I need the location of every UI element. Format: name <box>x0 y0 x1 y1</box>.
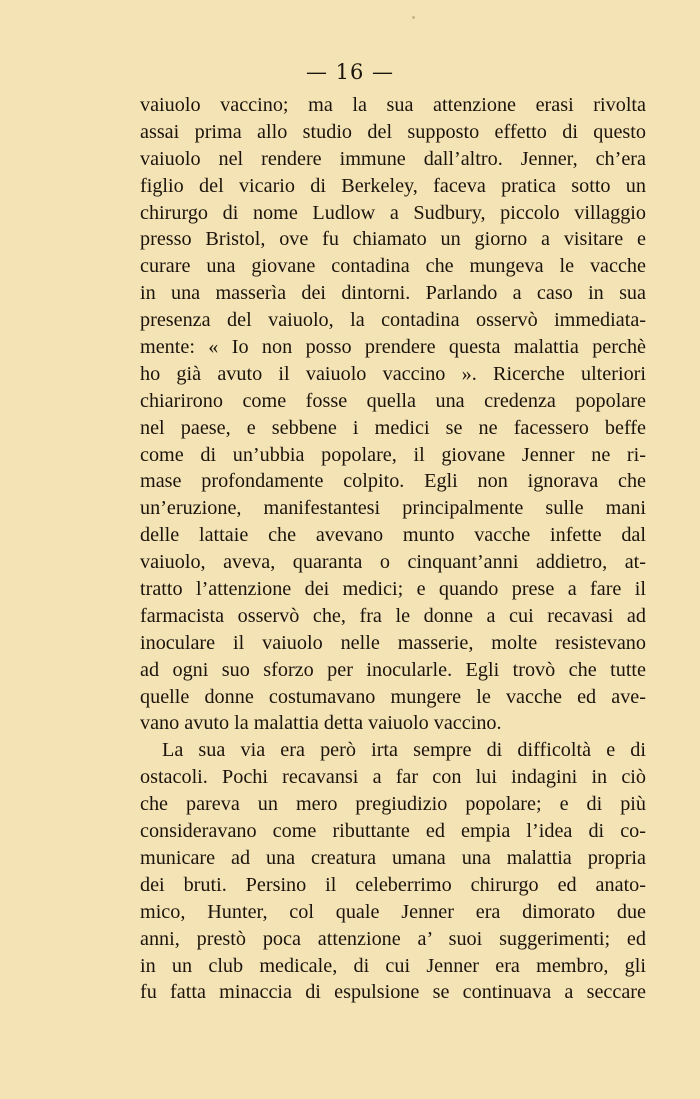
text-line: delle lattaie che avevano munto vacche infette dal <box>140 524 646 547</box>
text-line: presenza del vaiuolo, la contadina osservò immediata- <box>140 309 646 332</box>
text-line: vaiuolo nel rendere immune dall’altro. Jenner, ch’era <box>140 147 646 170</box>
text-line: assai prima allo studio del supposto effetto di questo <box>140 120 646 143</box>
paragraph-end-line: vano avuto la malattia detta vaiuolo vaccino. <box>140 712 502 735</box>
text-line: mase profondamente colpito. Egli non ignorava che <box>140 470 646 493</box>
text-line: chirurgo di nome Ludlow a Sudbury, piccolo villaggio <box>140 201 646 224</box>
text-line: un’eruzione, manifestantesi principalmente sulle mani <box>140 497 646 520</box>
text-line: farmacista osservò che, fra le donne a cui recavasi ad <box>140 604 646 627</box>
text-line: quelle donne costumavano mungere le vacche ed ave- <box>140 685 646 708</box>
text-line: vaiuolo, aveva, quaranta o cinquant’anni addietro, at- <box>140 551 646 574</box>
text-line: in una masserìa dei dintorni. Parlando a caso in sua <box>140 282 646 305</box>
page-number: — 16 — <box>305 60 395 84</box>
text-line: chiarirono come fosse quella una credenza popolare <box>140 389 646 412</box>
text-line: figlio del vicario di Berkeley, faceva pratica sotto un <box>140 174 646 197</box>
text-line: ad ogni suo sforzo per inocularle. Egli trovò che tutte <box>140 658 646 681</box>
text-line: fu fatta minaccia di espulsione se continuava a seccare <box>140 981 646 1004</box>
text-line: tratto l’attenzione dei medici; e quando prese a fare il <box>140 578 646 601</box>
text-line: curare una giovane contadina che mungeva le vacche <box>140 255 646 278</box>
text-line: che pareva un mero pregiudizio popolare; e di più <box>140 793 646 816</box>
text-line: anni, prestò poca attenzione a’ suoi suggerimenti; ed <box>140 927 646 950</box>
text-line: ostacoli. Pochi recavansi a far con lui indagini in ciò <box>140 766 646 789</box>
text-line: ho già avuto il vaiuolo vaccino ». Ricerche ulteriori <box>140 362 646 385</box>
text-line: come di un’ubbia popolare, il giovane Jenner ne ri- <box>140 443 646 466</box>
text-line: presso Bristol, ove fu chiamato un giorno a visitare e <box>140 228 646 251</box>
text-line: inoculare il vaiuolo nelle masserie, molte resistevano <box>140 631 646 654</box>
print-speck <box>412 16 415 19</box>
text-line: dei bruti. Persino il celeberrimo chirurgo ed anato- <box>140 873 646 896</box>
text-line: mico, Hunter, col quale Jenner era dimorato due <box>140 900 646 923</box>
text-line: in un club medicale, di cui Jenner era membro, gli <box>140 954 646 977</box>
text-line: nel paese, e sebbene i medici se ne facessero beffe <box>140 416 646 439</box>
text-line: consideravano come ributtante ed empia l’idea di co- <box>140 820 646 843</box>
paragraph-start-line: La sua via era però irta sempre di difficoltà e di <box>162 739 646 762</box>
body-text <box>140 92 646 1006</box>
text-line: municare ad una creatura umana una malattia propria <box>140 846 646 869</box>
text-line: mente: « Io non posso prendere questa malattia perchè <box>140 336 646 359</box>
text-line: vaiuolo vaccino; ma la sua attenzione erasi rivolta <box>140 94 646 116</box>
